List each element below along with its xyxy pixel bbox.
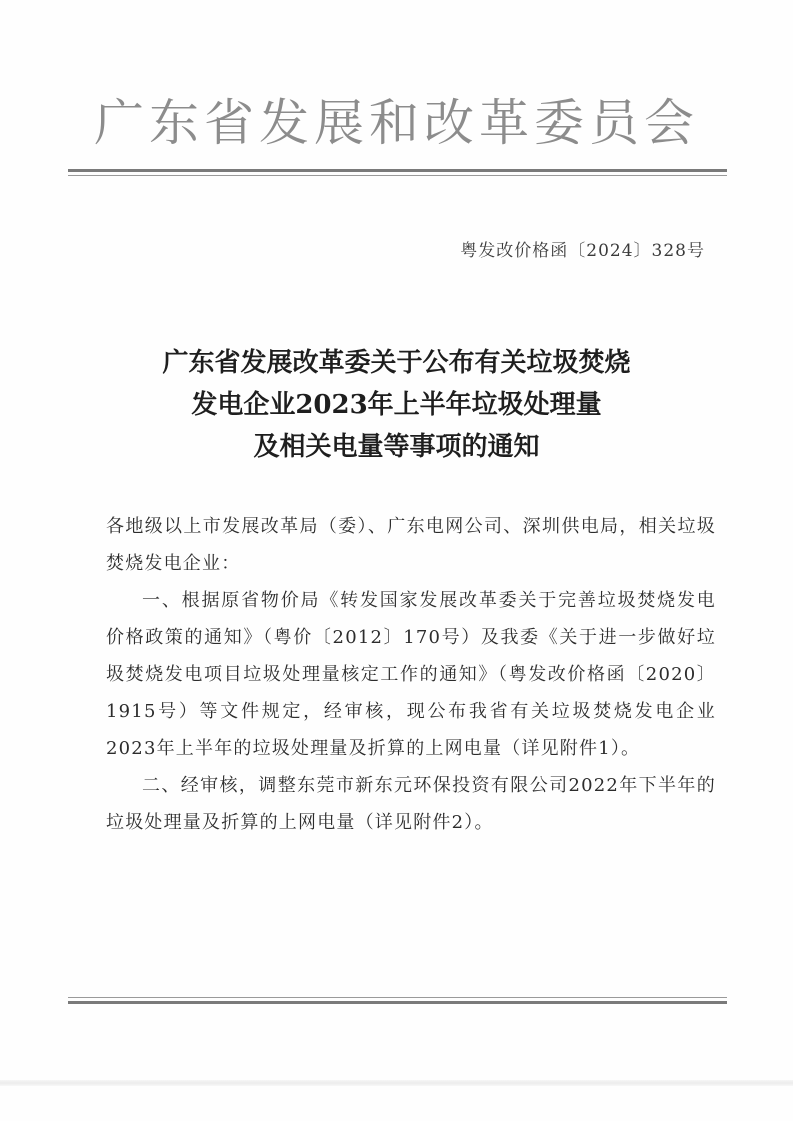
footer-divider-thick xyxy=(68,1001,727,1004)
footer-divider xyxy=(68,997,727,1004)
masthead-divider-thick xyxy=(68,169,727,172)
document-body xyxy=(106,508,716,841)
title-line-3: 及相关电量等事项的通知 xyxy=(253,432,540,462)
masthead-divider-thin xyxy=(68,175,727,176)
footer-divider-thin xyxy=(68,997,727,998)
paragraph-1: 一、根据原省物价局《转发国家发展改革委关于完善垃圾焚烧发电价格政策的通知》（粤价〔2012〕170号）及我委《关于进一步做好垃圾焚烧发电项目垃圾处理量核定工作的通知》（粤发改价格函〔2020〕1915号）等文件规定，经审核，现公布我省有关垃圾焚烧发电企业2023年上半年的垃圾处理量及折算的上网电量（详见附件1）。 xyxy=(106,590,716,759)
title-line-2: 发电企业2023年上半年垃圾处理量 xyxy=(191,390,602,420)
addressee: 各地级以上市发展改革局（委）、广东电网公司、深圳供电局，相关垃圾焚烧发电企业： xyxy=(106,516,716,574)
title-line-1: 广东省发展改革委关于公布有关垃圾焚烧 xyxy=(162,348,631,378)
document-number: 粤发改价格函〔2024〕328号 xyxy=(460,241,705,261)
masthead-divider xyxy=(68,169,727,176)
scan-edge-artifact xyxy=(0,1080,793,1086)
issuer-masthead: 广东省发展和改革委员会 xyxy=(94,94,699,152)
document-title xyxy=(0,342,793,468)
paragraph-2: 二、经审核，调整东莞市新东元环保投资有限公司2022年下半年的垃圾处理量及折算的上网电量（详见附件2）。 xyxy=(106,775,716,833)
